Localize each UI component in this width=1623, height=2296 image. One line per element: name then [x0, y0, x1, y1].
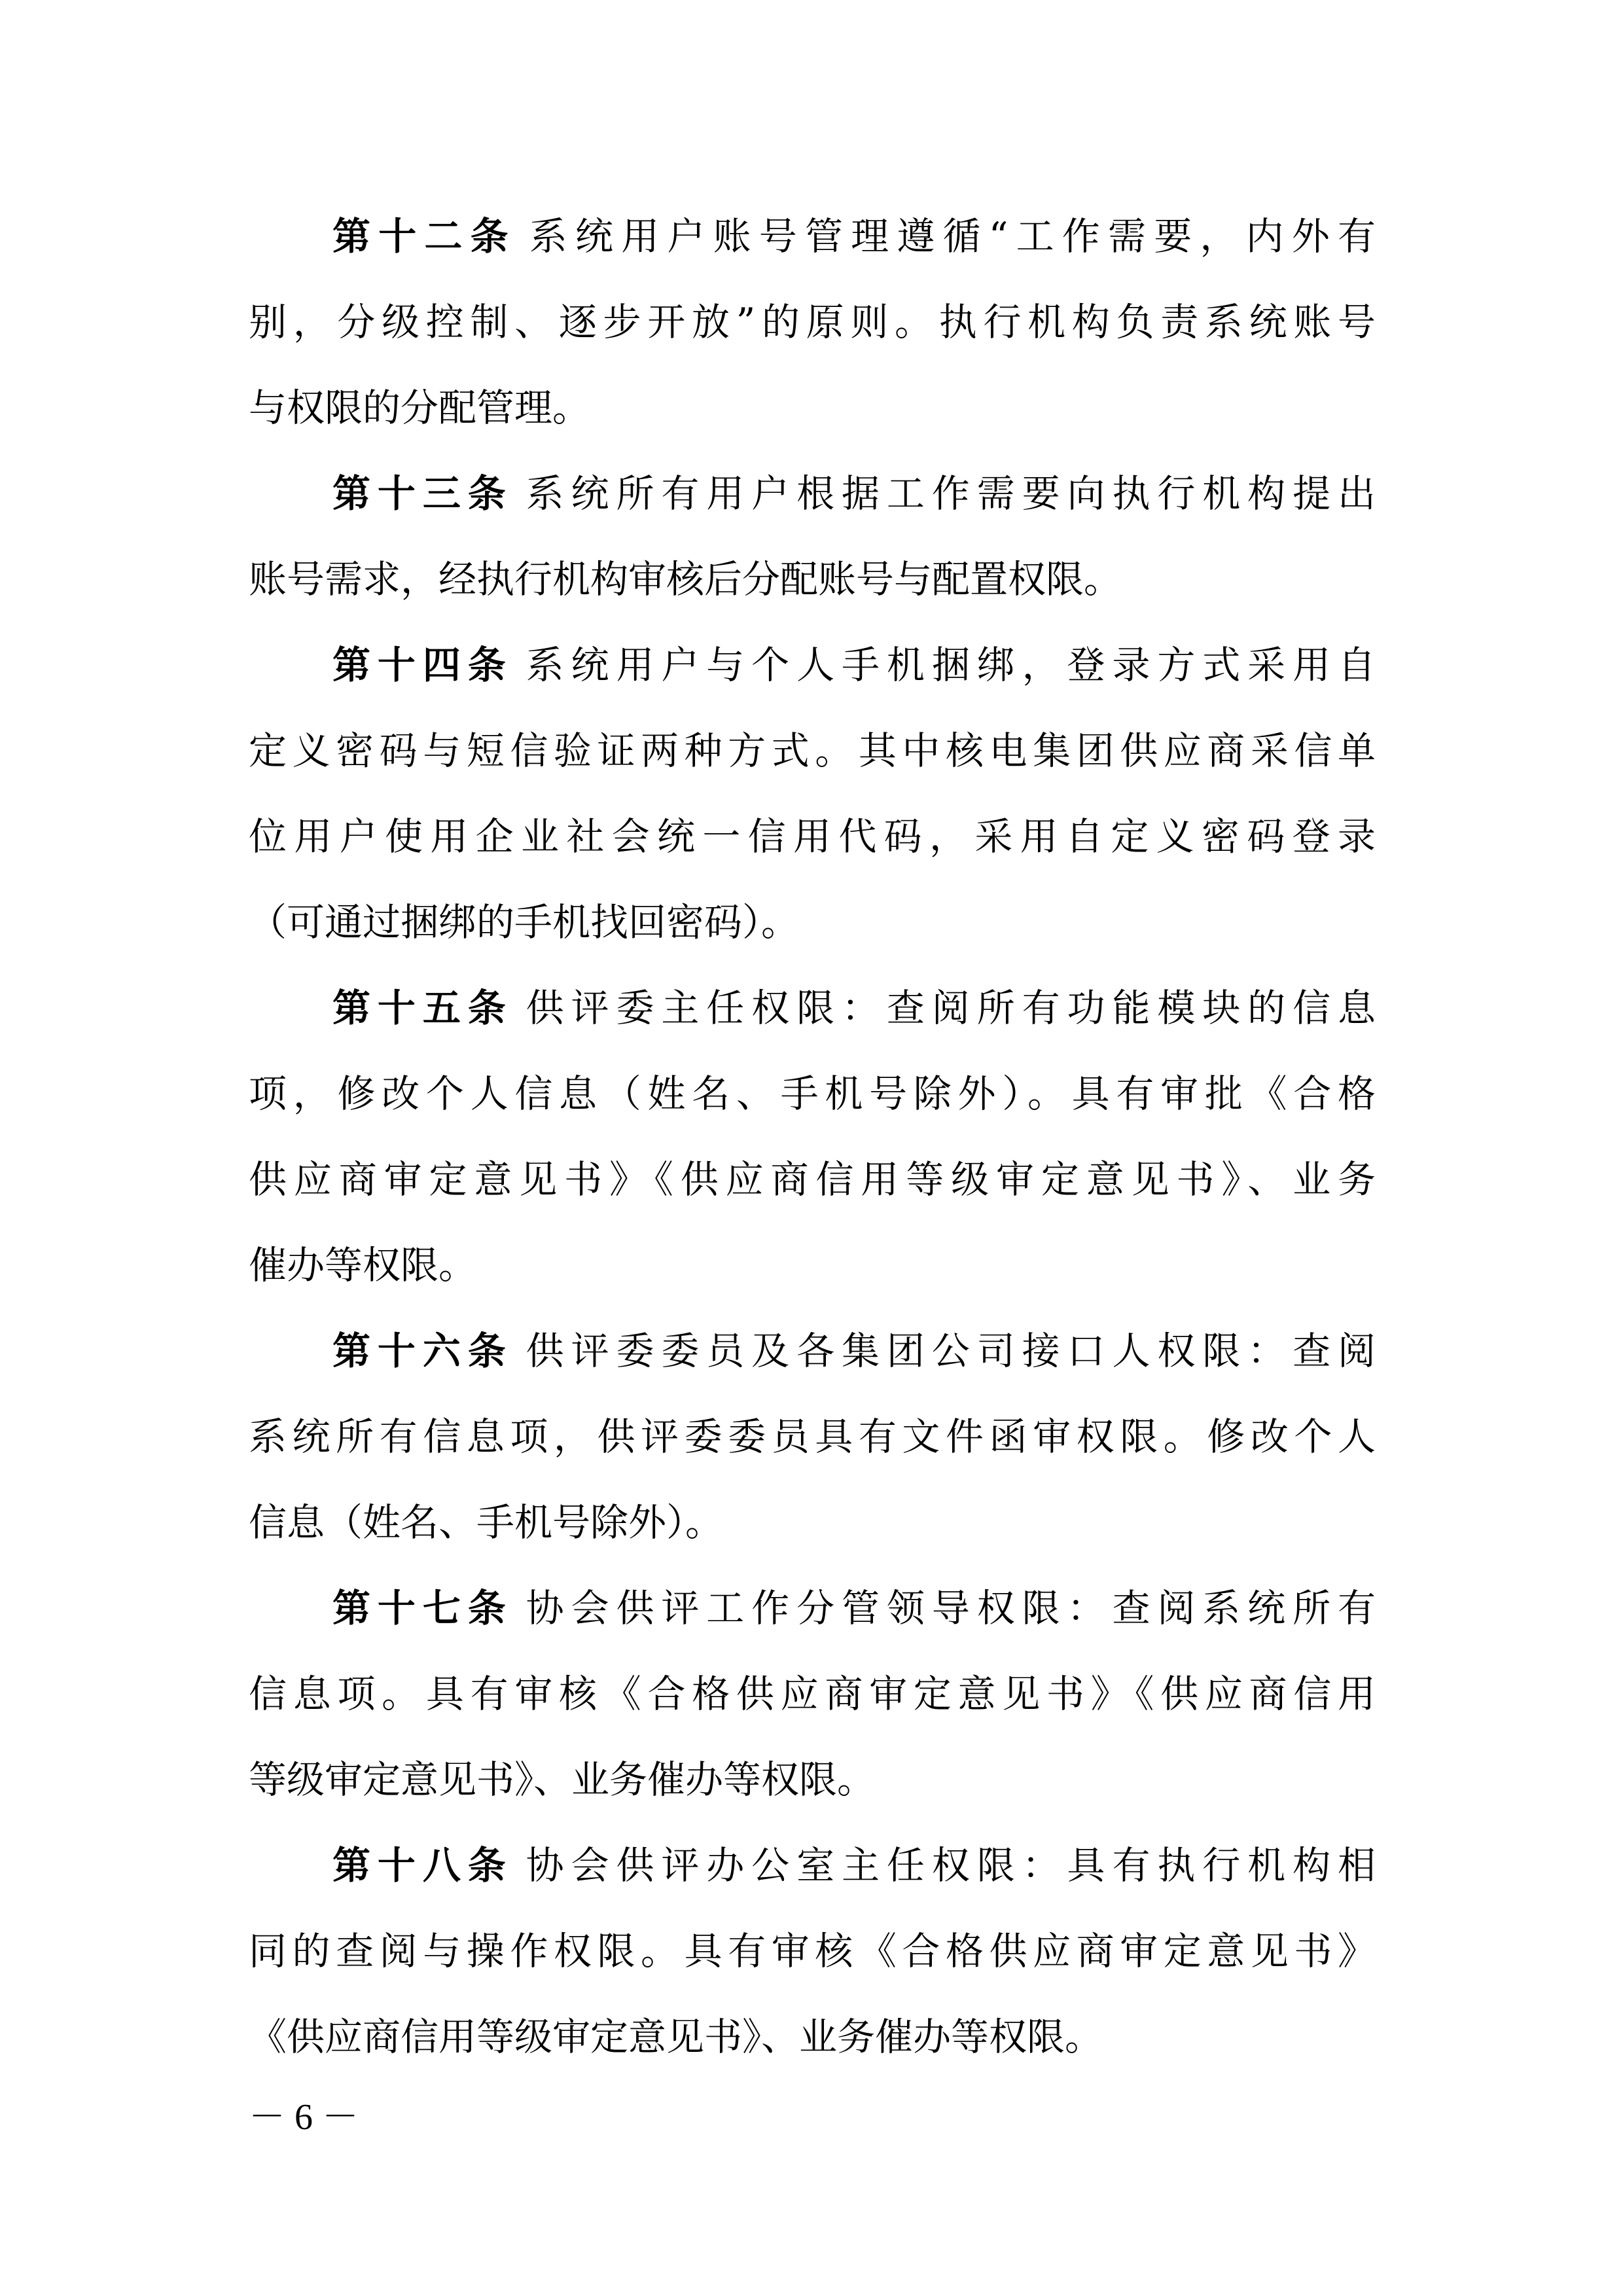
article-13-line-2: 账号需求，经执行机构审核后分配账号与配置权限。 — [249, 557, 1122, 601]
article-18-label: 第十八条 — [332, 1843, 513, 1888]
article-15-label: 第十五条 — [332, 986, 513, 1030]
page-number: － 6 － — [249, 2097, 359, 2138]
article-16-line-1: 第十六条 供评委委员及各集团公司接口人权限：查阅 — [332, 1329, 1376, 1373]
article-16-line-2: 系统所有信息项，供评委委员具有文件函审权限。修改个人 — [249, 1414, 1376, 1459]
article-12-line-3: 与权限的分配管理。 — [249, 386, 591, 430]
article-12-line-1: 第十二条 系统用户账号管理遵循“工作需要，内外有 — [332, 214, 1376, 259]
article-18-line-1: 第十八条 协会供评办公室主任权限：具有执行机构相 — [332, 1843, 1376, 1888]
article-14-line-4: （可通过捆绑的手机找回密码）。 — [249, 900, 800, 944]
article-15-line-3: 供应商审定意见书》《供应商信用等级审定意见书》、业务 — [249, 1157, 1376, 1202]
article-17-label: 第十七条 — [332, 1586, 513, 1630]
article-14-label: 第十四条 — [332, 643, 513, 687]
article-15-line-1: 第十五条 供评委主任权限：查阅所有功能模块的信息 — [332, 986, 1376, 1030]
article-16-line-3: 信息（姓名、手机号除外）。 — [249, 1500, 724, 1545]
article-14-line-3: 位用户使用企业社会统一信用代码，采用自定义密码登录 — [249, 814, 1376, 859]
article-17-line-1: 第十七条 协会供评工作分管领导权限：查阅系统所有 — [332, 1586, 1376, 1630]
article-16-label: 第十六条 — [332, 1329, 513, 1373]
article-12-label: 第十二条 — [332, 214, 516, 259]
article-17-line-2: 信息项。具有审核《合格供应商审定意见书》《供应商信用 — [249, 1672, 1376, 1716]
article-18-line-2: 同的查阅与操作权限。具有审核《合格供应商审定意见书》 — [249, 1929, 1376, 1973]
article-15-line-4: 催办等权限。 — [249, 1243, 477, 1287]
article-12-line-2: 别，分级控制、逐步开放”的原则。执行机构负责系统账号 — [249, 300, 1376, 344]
article-15-line-2: 项，修改个人信息（姓名、手机号除外）。具有审批《合格 — [249, 1071, 1376, 1116]
article-13-line-1: 第十三条 系统所有用户根据工作需要向执行机构提出 — [332, 471, 1376, 516]
article-14-line-2: 定义密码与短信验证两种方式。其中核电集团供应商采信单 — [249, 728, 1376, 773]
article-18-line-3: 《供应商信用等级审定意见书》、业务催办等权限。 — [249, 2015, 1103, 2059]
article-13-label: 第十三条 — [332, 471, 513, 516]
article-14-line-1: 第十四条 系统用户与个人手机捆绑，登录方式采用自 — [332, 643, 1376, 687]
article-17-line-3: 等级审定意见书》、业务催办等权限。 — [249, 1757, 876, 1802]
